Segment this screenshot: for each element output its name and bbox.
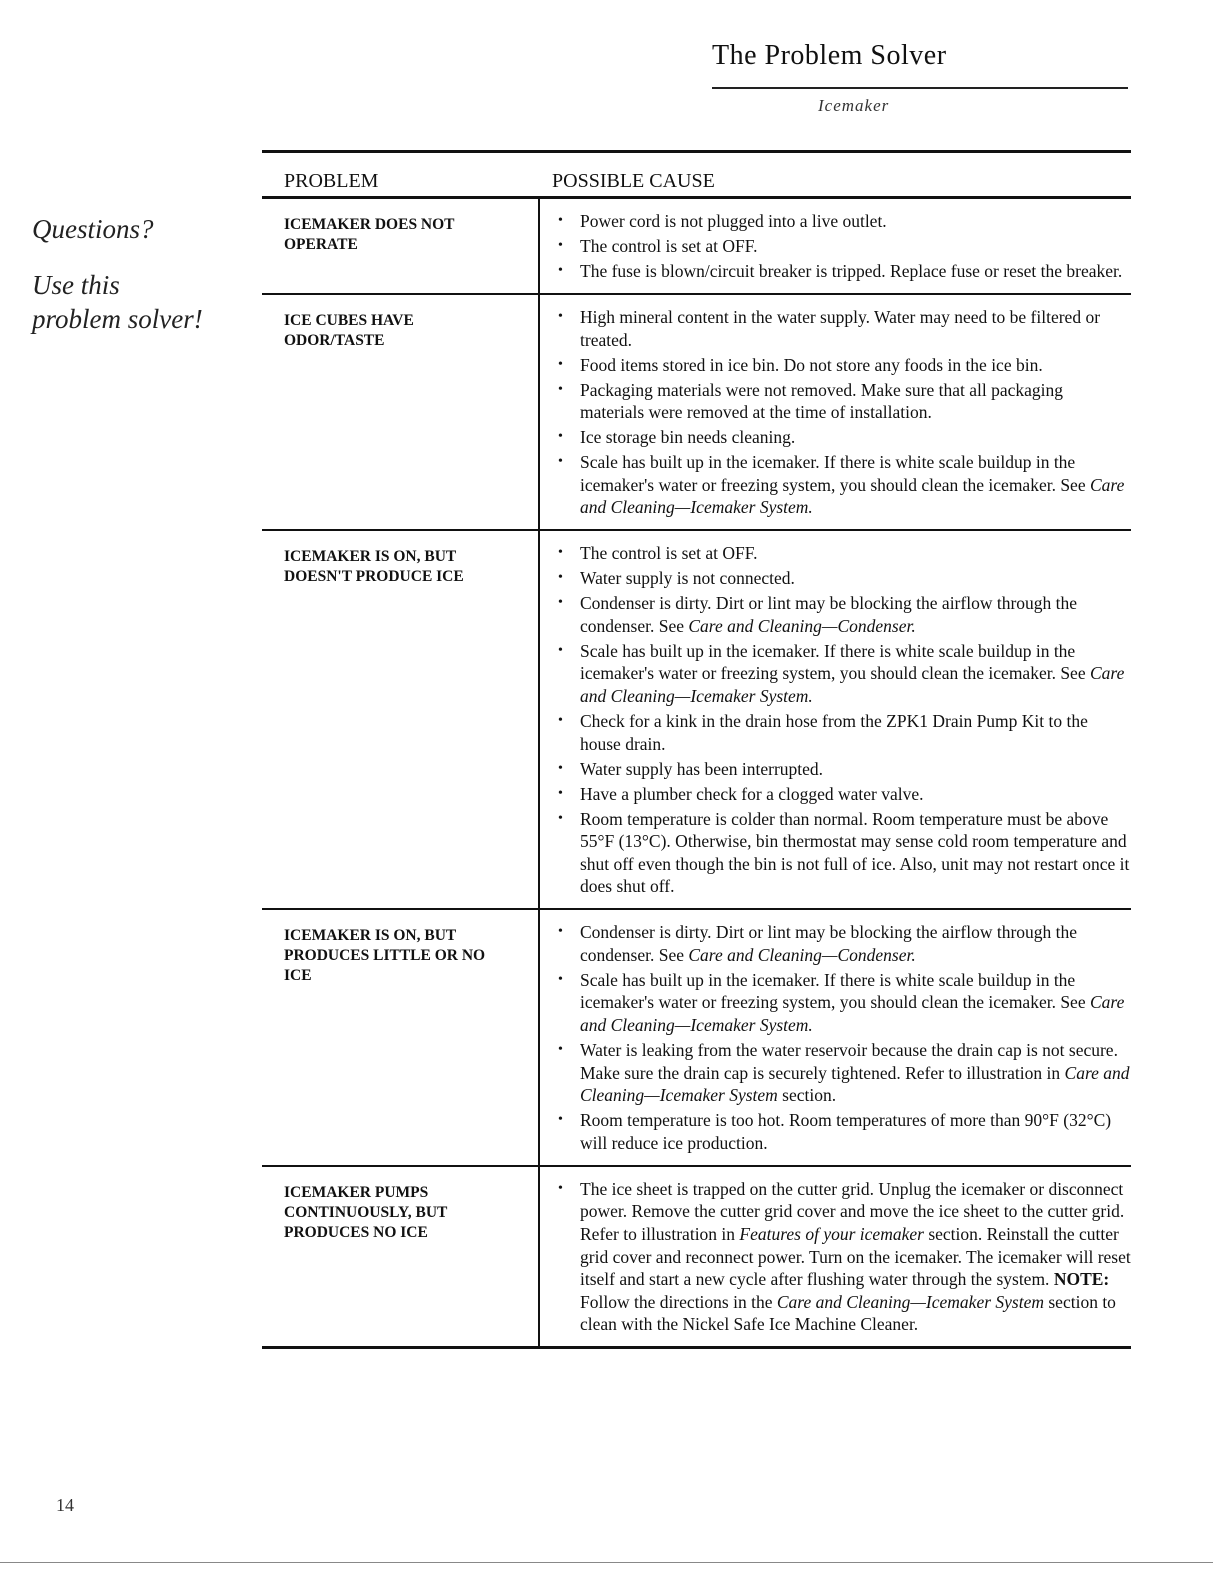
cause-item: • The control is set at OFF. [558,235,758,256]
problem-label: ICEMAKER IS ON, BUT DOESN'T PRODUCE ICE [262,531,540,908]
problem-label: ICEMAKER PUMPS CONTINUOUSLY, BUT PRODUCES NO ICE [262,1167,540,1347]
bullet-icon: • [558,356,563,372]
header-rule [712,87,1128,89]
cross-reference: Care and Cleaning—Condenser. [688,615,916,636]
table-row [262,531,1131,910]
bullet-icon: • [558,262,563,278]
bullet-icon: • [558,454,563,470]
cross-reference: Care and Cleaning—Condenser. [688,944,916,965]
cause-item: • Check for a kink in the drain hose from the ZPK1 Drain Pump Kit to the house drain. [558,710,1088,754]
bullet-icon: • [558,308,563,324]
bullet-icon: • [558,785,563,801]
cause-cell [540,910,1131,1165]
cause-item: • Water supply has been interrupted. [558,758,824,779]
bullet-icon: • [558,924,563,940]
cause-item: • Condenser is dirty. Dirt or lint may be blocking the airflow through the condenser. See Care and Cleaning—Condenser. [558,922,1078,965]
bullet-icon: • [558,810,563,826]
cause-cell [540,531,1131,908]
cause-item: • Ice storage bin needs cleaning. [558,427,796,448]
bullet-icon: • [558,971,563,987]
bullet-icon: • [558,381,563,397]
table-row [262,1167,1131,1350]
cause-item: • Condenser is dirty. Dirt or lint may be blocking the airflow through the condenser. See Care and Cleaning—Condenser. [558,593,1078,636]
cause-item: • Food items stored in ice bin. Do not store any foods in the ice bin. [558,354,1043,375]
cross-reference: Care and Cleaning—Icemaker System [776,1291,1044,1312]
bullet-icon: • [558,213,563,228]
sidebar-line-questions: Questions? [32,214,154,244]
bullet-icon: • [558,570,563,586]
cause-item: • High mineral content in the water supply. Water may need to be filtered or treated. [558,306,1101,350]
cause-item: • Packaging materials were not removed. Make sure that all packaging materials were removed at the time of installation. [558,379,1064,423]
section-subtitle: Icemaker [818,96,890,115]
cause-item: • Power cord is not plugged into a live outlet. [558,211,887,231]
page-title: The Problem Solver [712,40,947,71]
sidebar-tagline [32,212,203,336]
table-header [262,153,1131,196]
cause-item: • Have a plumber check for a clogged water valve. [558,783,924,804]
cause-item: • Room temperature is colder than normal. Room temperature must be above 55°F (13°C). Otherwise, bin thermostat may sense cold room temperature and shut off even though the bin is not full of ice. Also, unit may not restart once it does shut off. [558,808,1130,897]
table-row [262,295,1131,531]
sidebar-line-problem-solver: problem solver! [32,304,203,334]
cause-cell [540,1167,1131,1347]
cause-item: • Water supply is not connected. [558,568,795,589]
bottom-edge-line [0,1562,1213,1563]
cause-item: • The control is set at OFF. [558,543,758,564]
column-header-problem: PROBLEM [284,170,379,192]
bullet-icon: • [558,429,563,445]
problem-label: ICEMAKER DOES NOT OPERATE [262,199,540,293]
cause-item: • The ice sheet is trapped on the cutter grid. Unplug the icemaker or disconnect power. Remove the cutter grid cover and move the ice sheet to the cutter grid. Refer to illustration in Features of your icemaker section. Reinstall the cutter grid cover and reconnect power. Turn on the icemaker. The icemaker will reset itself and start a new cycle after flushing water through the system. NOTE: Follow the directions in the Care and Cleaning—Icemaker System section to clean with the Nickel Safe Ice Machine Cleaner. [558,1178,1131,1335]
bullet-icon: • [558,1180,563,1196]
cross-reference: Care and Cleaning—Icemaker System. [580,992,1125,1036]
cause-item: • Scale has built up in the icemaker. If there is white scale buildup in the icemaker's water or freezing system, you should clean the icemaker. See Care and Cleaning—Icemaker System. [558,640,1125,706]
bullet-icon: • [558,595,563,611]
problem-solver-table [262,150,1131,1349]
bullet-icon: • [558,642,563,658]
bullet-icon: • [558,1112,563,1128]
cross-reference: Features of your icemaker [739,1223,924,1244]
cause-item: • Scale has built up in the icemaker. If there is white scale buildup in the icemaker's water or freezing system, you should clean the icemaker. See Care and Cleaning—Icemaker System. [558,452,1125,518]
bullet-icon: • [558,237,563,253]
problem-label: ICE CUBES HAVE ODOR/TASTE [262,295,540,529]
note-label: NOTE: [1053,1269,1110,1290]
cause-item: • Room temperature is too hot. Room temperatures of more than 90°F (32°C) will reduce ice production. [558,1110,1112,1153]
cause-item: • The fuse is blown/circuit breaker is tripped. Replace fuse or reset the breaker. [558,260,1123,281]
table-row [262,910,1131,1167]
bullet-icon: • [558,712,563,728]
cause-item: • Scale has built up in the icemaker. If there is white scale buildup in the icemaker's water or freezing system, you should clean the icemaker. See Care and Cleaning—Icemaker System. [558,969,1125,1036]
cause-cell [540,295,1131,529]
bullet-icon: • [558,1042,563,1058]
bullet-icon: • [558,545,563,561]
sidebar-line-use-this: Use this [32,270,120,300]
cross-reference: Care and Cleaning—Icemaker System. [580,663,1125,706]
page-number: 14 [56,1495,74,1515]
table-row [262,199,1131,295]
cross-reference: Care and Cleaning—Icemaker System. [580,474,1125,518]
cause-item: • Water is leaking from the water reservoir because the drain cap is not secure. Make sure the drain cap is securely tightened. Refer to illustration in Care and Cleaning—Icemaker System section. [558,1040,1130,1106]
cross-reference: Care and Cleaning—Icemaker System [580,1062,1130,1106]
problem-label: ICEMAKER IS ON, BUT PRODUCES LITTLE OR NO ICE [262,910,540,1165]
column-header-cause: POSSIBLE CAUSE [552,170,715,192]
bullet-icon: • [558,760,563,776]
cause-cell [540,199,1131,293]
